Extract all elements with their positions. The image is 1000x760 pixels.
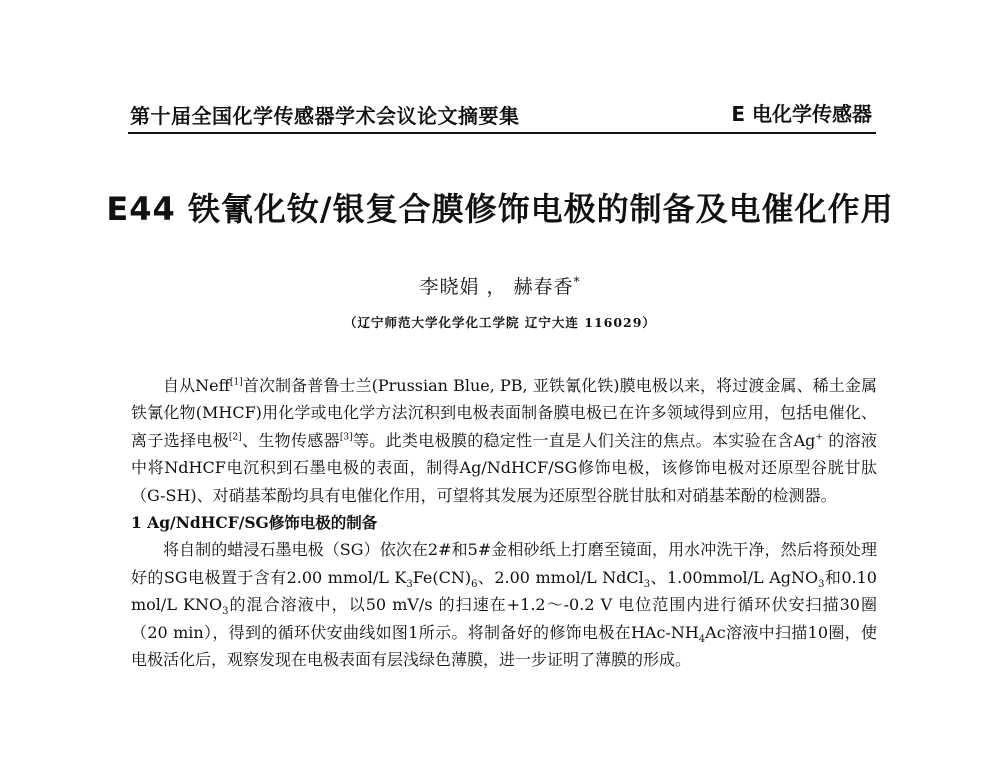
- body-text: [131, 372, 877, 673]
- subscript: 3: [406, 579, 413, 591]
- text-run: 将自制的蜡浸石墨电极（SG）依次在2#和5#金相砂纸上打磨至镜面，用水冲洗干净，然后将预处理好的SG电极置于含有2.00 mmol/L K: [131, 540, 877, 587]
- text-run: Fe(CN): [412, 567, 472, 587]
- text-run: 、1.00mmol/L AgNO: [650, 567, 819, 587]
- text-run: 等。此类电极膜的稳定性一直是人们关注的焦点。本实验在含Ag: [352, 430, 816, 450]
- text-run: 的溶液中将NdHCF电沉积到石墨电极的表面，制得Ag/NdHCF/SG修饰电极，该修饰电极对还原型谷胱甘肽（G-SH)、对硝基苯酚均具有电催化作用，可望将其发展为还原型谷胱甘肽和对硝基苯酚的检测器。: [131, 430, 877, 505]
- author-1: 李晓娟: [419, 276, 480, 298]
- charge-superscript: +: [815, 432, 823, 443]
- author-separator: ，: [479, 276, 507, 298]
- citation-ref: [3]: [339, 432, 353, 443]
- author-line: [0, 272, 1000, 299]
- running-header: [128, 96, 876, 134]
- affiliation: （辽宁师范大学化学化工学院 辽宁大连 116029）: [344, 315, 656, 330]
- proceedings-title: 第十届全国化学传感器学术会议论文摘要集: [130, 104, 520, 128]
- subscript: 3: [643, 579, 651, 591]
- author-2: 赫春香: [513, 276, 574, 298]
- section-1-paragraph: [131, 536, 877, 673]
- intro-paragraph: [131, 372, 877, 509]
- text-run: 、生物传感器: [241, 430, 340, 450]
- citation-ref: [2]: [228, 432, 242, 443]
- subscript: 3: [818, 579, 825, 591]
- citation-ref: [1]: [230, 377, 243, 388]
- subscript: 4: [698, 633, 706, 645]
- subscript: 6: [471, 579, 478, 591]
- text-run: 自从Neff: [163, 376, 231, 395]
- section-label: E 电化学传感器: [731, 102, 872, 126]
- subscript: 3: [222, 606, 229, 618]
- text-run: 的混合溶液中，以50 mV/s 的扫速在+1.2～-0.2 V 电位范围内进行循环伏安扫描30圈（20 min），得到的循环伏安曲线如图1所示。将制备好的修饰电极在HAc-NH: [131, 595, 877, 642]
- paper-title: E44 铁氰化钕/银复合膜修饰电极的制备及电催化作用: [106, 190, 894, 228]
- text-run: Ac溶液中扫描10圈，使电极活化后，观察发现在电极表面有层浅绿色薄膜，进一步证明了薄膜的形成。: [131, 622, 877, 670]
- section-heading: 1 Ag/NdHCF/SG修饰电极的制备: [131, 513, 378, 533]
- text-run: 首次制备普鲁士兰(Prussian Blue, PB, 亚铁氰化铁)膜电极以来，将过渡金属、稀土金属铁氰化物(MHCF)用化学或电化学方法沉积到电极表面制备膜电极已在许多领域得到应用，包括电催化、离子选择电极: [131, 376, 877, 450]
- text-run: 、2.00 mmol/L NdCl: [477, 567, 644, 587]
- corresponding-author-mark: *: [573, 274, 581, 289]
- text-run: 和0.10 mol/L KNO: [131, 567, 877, 615]
